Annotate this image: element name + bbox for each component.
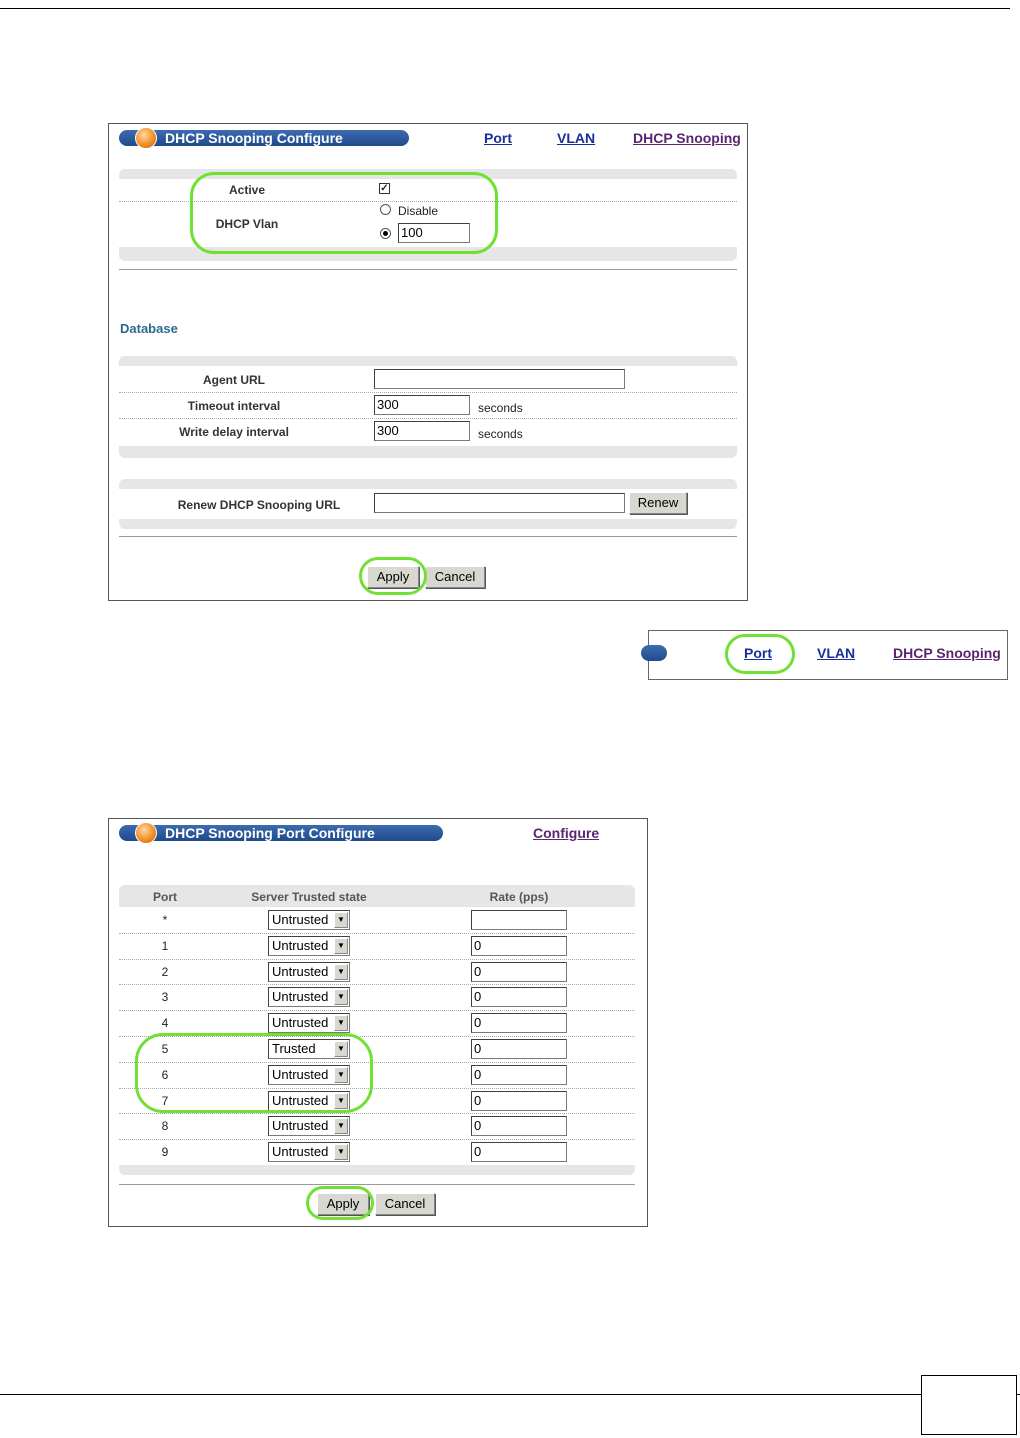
rate-input[interactable]: 0 bbox=[471, 1116, 567, 1136]
nav-link-port[interactable]: Port bbox=[484, 130, 512, 146]
screen-title: DHCP Snooping Port Configure bbox=[165, 825, 375, 841]
rate-input[interactable]: 0 bbox=[471, 1039, 567, 1059]
divider bbox=[119, 269, 737, 270]
bottom-rule bbox=[0, 1394, 1020, 1395]
database-panel bbox=[119, 356, 737, 458]
top-rule bbox=[0, 8, 1010, 9]
dropdown-arrow-icon[interactable]: ▼ bbox=[334, 1041, 348, 1057]
table-row bbox=[119, 933, 635, 960]
col-header-server-trusted-state: Server Trusted state bbox=[251, 890, 367, 904]
cancel-button[interactable]: Cancel bbox=[425, 566, 485, 588]
trusted-state-value: Untrusted bbox=[272, 912, 329, 927]
table-row bbox=[119, 959, 635, 986]
rate-input[interactable]: 0 bbox=[471, 936, 567, 956]
rate-input[interactable] bbox=[471, 910, 567, 930]
apply-button[interactable]: Apply bbox=[367, 566, 419, 588]
agent-url-label: Agent URL bbox=[203, 373, 265, 387]
divider bbox=[119, 536, 737, 537]
trusted-state-value: Untrusted bbox=[272, 1092, 329, 1108]
dropdown-arrow-icon[interactable]: ▼ bbox=[334, 1067, 348, 1083]
nav-links-crop bbox=[648, 630, 1008, 680]
rate-input[interactable]: 0 bbox=[471, 987, 567, 1007]
port-number: 9 bbox=[161, 1145, 169, 1160]
dropdown-arrow-icon[interactable]: ▼ bbox=[334, 964, 348, 980]
rate-input[interactable]: 0 bbox=[471, 1091, 567, 1111]
nav-link-dhcp-snooping[interactable]: DHCP Snooping bbox=[633, 130, 741, 146]
trusted-state-value: Untrusted bbox=[272, 1118, 329, 1134]
renew-url-input[interactable] bbox=[374, 493, 625, 513]
page-number-box bbox=[921, 1375, 1017, 1435]
trusted-state-value: Untrusted bbox=[272, 937, 329, 953]
highlight-ports-5-7 bbox=[135, 1033, 373, 1113]
dropdown-arrow-icon[interactable]: ▼ bbox=[334, 1118, 348, 1134]
dhcp-vlan-label: DHCP Vlan bbox=[215, 217, 279, 231]
table-row bbox=[119, 1113, 635, 1140]
title-bar-fragment bbox=[641, 645, 667, 661]
col-header-port: Port bbox=[153, 890, 177, 904]
highlight-apply bbox=[306, 1186, 374, 1220]
rate-input[interactable]: 0 bbox=[471, 1142, 567, 1162]
dropdown-arrow-icon[interactable]: ▼ bbox=[334, 1144, 348, 1160]
renew-button[interactable]: Renew bbox=[629, 492, 687, 514]
nav-link-vlan[interactable]: VLAN bbox=[557, 130, 596, 146]
trusted-state-select[interactable] bbox=[268, 936, 350, 956]
crop-nav-link-vlan[interactable]: VLAN bbox=[817, 645, 856, 661]
trusted-state-value: Trusted bbox=[272, 1041, 316, 1056]
trusted-state-value: Untrusted bbox=[272, 1144, 329, 1160]
database-heading: Database bbox=[120, 321, 178, 336]
crop-nav-link-port[interactable]: Port bbox=[744, 645, 772, 661]
dropdown-arrow-icon[interactable]: ▼ bbox=[334, 1015, 348, 1031]
cancel-button[interactable]: Cancel bbox=[375, 1193, 435, 1215]
dropdown-arrow-icon[interactable]: ▼ bbox=[334, 912, 348, 928]
table-row bbox=[119, 1139, 635, 1165]
rate-input[interactable]: 0 bbox=[471, 1013, 567, 1033]
port-number: 8 bbox=[161, 1119, 169, 1134]
renew-url-label: Renew DHCP Snooping URL bbox=[177, 498, 341, 512]
trusted-state-select[interactable] bbox=[268, 1142, 350, 1162]
dropdown-arrow-icon[interactable]: ▼ bbox=[334, 938, 348, 954]
trusted-state-value: Untrusted bbox=[272, 989, 329, 1005]
port-number: 7 bbox=[161, 1093, 169, 1108]
port-number: 4 bbox=[161, 1016, 169, 1031]
trusted-state-value: Untrusted bbox=[272, 1066, 329, 1082]
write-delay-seconds-label: seconds bbox=[478, 427, 523, 441]
trusted-state-value: Untrusted bbox=[272, 1015, 329, 1031]
timeout-interval-label: Timeout interval bbox=[187, 399, 281, 413]
divider bbox=[119, 1184, 635, 1185]
trusted-state-select[interactable] bbox=[268, 962, 350, 982]
screen-title-bar bbox=[119, 825, 443, 841]
renew-panel bbox=[119, 479, 737, 529]
configure-link[interactable]: Configure bbox=[533, 825, 600, 841]
dhcp-snooping-port-configure-screen bbox=[108, 818, 648, 1227]
table-row bbox=[119, 984, 635, 1011]
timeout-interval-input[interactable]: 300 bbox=[374, 395, 470, 415]
timeout-seconds-label: seconds bbox=[478, 401, 523, 415]
port-number: 5 bbox=[161, 1042, 169, 1056]
active-checkbox[interactable]: ✓ bbox=[380, 183, 389, 194]
apply-button[interactable]: Apply bbox=[317, 1193, 369, 1215]
crop-nav-link-dhcp-snooping[interactable]: DHCP Snooping bbox=[893, 645, 1001, 661]
dhcp-snooping-configure-screen bbox=[108, 123, 748, 601]
trusted-state-select[interactable] bbox=[268, 1116, 350, 1136]
vlan-id-input[interactable]: 100 bbox=[398, 223, 470, 243]
trusted-state-select[interactable] bbox=[268, 910, 350, 930]
port-number: 3 bbox=[161, 990, 169, 1005]
trusted-state-select[interactable] bbox=[268, 1013, 350, 1033]
port-number: 2 bbox=[161, 964, 169, 979]
port-number: * bbox=[162, 913, 168, 927]
highlight-apply bbox=[359, 557, 427, 595]
port-number: 6 bbox=[161, 1067, 169, 1082]
screen-title-bar bbox=[119, 130, 409, 146]
col-header-rate: Rate (pps) bbox=[489, 890, 549, 904]
rate-input[interactable]: 0 bbox=[471, 1065, 567, 1085]
port-number: 1 bbox=[161, 938, 169, 953]
port-table-panel bbox=[119, 885, 635, 1175]
highlight-active-vlan bbox=[190, 172, 498, 254]
rate-input[interactable]: 0 bbox=[471, 962, 567, 982]
active-label: Active bbox=[228, 183, 266, 197]
trusted-state-select[interactable] bbox=[268, 987, 350, 1007]
title-orb-icon bbox=[135, 822, 157, 844]
table-row bbox=[119, 907, 635, 934]
trusted-state-value: Untrusted bbox=[272, 963, 329, 979]
title-orb-icon bbox=[135, 127, 157, 149]
dropdown-arrow-icon[interactable]: ▼ bbox=[334, 989, 348, 1005]
write-delay-label: Write delay interval bbox=[179, 425, 289, 439]
write-delay-input[interactable]: 300 bbox=[374, 421, 470, 441]
vlan-disable-label: Disable bbox=[398, 204, 439, 218]
agent-url-input[interactable] bbox=[374, 369, 625, 389]
dropdown-arrow-icon[interactable]: ▼ bbox=[334, 1093, 348, 1109]
highlight-port-link bbox=[725, 634, 795, 674]
screen-title: DHCP Snooping Configure bbox=[165, 130, 343, 146]
